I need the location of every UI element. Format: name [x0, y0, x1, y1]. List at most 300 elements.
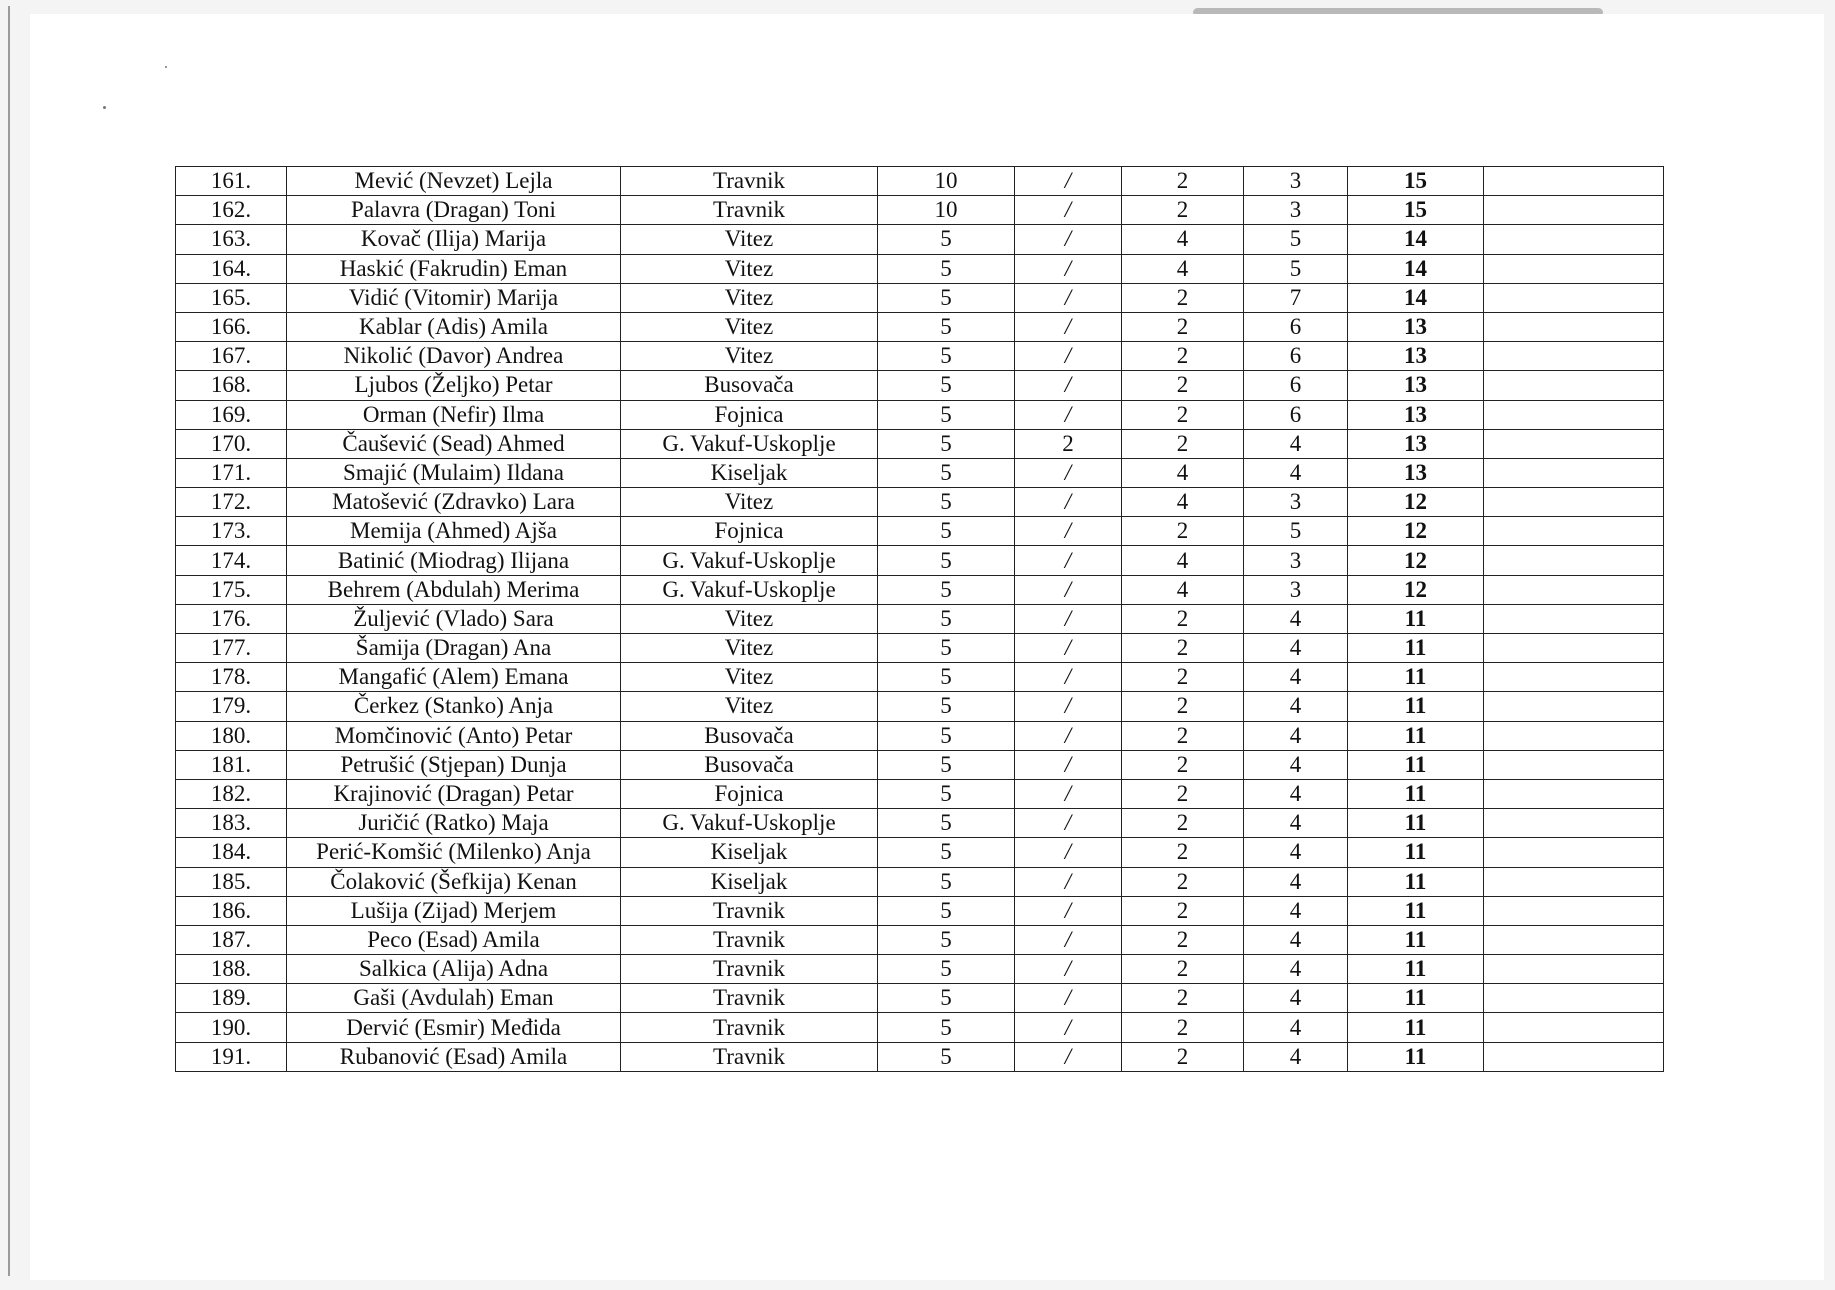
table-row: [176, 779, 1664, 808]
municipality-cell: G. Vakuf-Uskoplje: [621, 575, 878, 604]
student-name-cell: Juričić (Ratko) Maja: [287, 809, 621, 838]
total-score-cell: 11: [1348, 721, 1484, 750]
score-column-4-cell: 6: [1244, 400, 1348, 429]
total-score-cell: 11: [1348, 984, 1484, 1013]
score-column-2-cell: /: [1015, 604, 1122, 633]
student-name-cell: Čolaković (Šefkija) Kenan: [287, 867, 621, 896]
student-name-cell: Memija (Ahmed) Ajša: [287, 517, 621, 546]
row-number-cell: 191.: [176, 1042, 287, 1071]
municipality-cell: Kiseljak: [621, 838, 878, 867]
score-column-2-cell: /: [1015, 984, 1122, 1013]
student-name-cell: Salkica (Alija) Adna: [287, 955, 621, 984]
municipality-cell: Vitez: [621, 283, 878, 312]
row-number-cell: 188.: [176, 955, 287, 984]
municipality-cell: Travnik: [621, 167, 878, 196]
total-score-cell: 12: [1348, 575, 1484, 604]
total-score-cell: 15: [1348, 167, 1484, 196]
total-score-cell: 13: [1348, 312, 1484, 341]
student-name-cell: Čaušević (Sead) Ahmed: [287, 429, 621, 458]
score-column-1-cell: 5: [878, 809, 1015, 838]
score-column-1-cell: 5: [878, 750, 1015, 779]
table-row: [176, 429, 1664, 458]
score-column-2-cell: /: [1015, 867, 1122, 896]
row-number-cell: 174.: [176, 546, 287, 575]
note-cell: [1484, 488, 1664, 517]
total-score-cell: 11: [1348, 692, 1484, 721]
score-column-1-cell: 5: [878, 867, 1015, 896]
score-column-4-cell: 4: [1244, 955, 1348, 984]
score-column-3-cell: 2: [1122, 896, 1244, 925]
score-column-1-cell: 5: [878, 1042, 1015, 1071]
score-column-1-cell: 5: [878, 604, 1015, 633]
note-cell: [1484, 517, 1664, 546]
municipality-cell: G. Vakuf-Uskoplje: [621, 546, 878, 575]
municipality-cell: Travnik: [621, 196, 878, 225]
score-column-2-cell: 2: [1015, 429, 1122, 458]
row-number-cell: 189.: [176, 984, 287, 1013]
student-name-cell: Lušija (Zijad) Merjem: [287, 896, 621, 925]
municipality-cell: Busovača: [621, 721, 878, 750]
score-column-1-cell: 10: [878, 167, 1015, 196]
score-column-3-cell: 2: [1122, 429, 1244, 458]
score-column-4-cell: 4: [1244, 663, 1348, 692]
table-row: [176, 721, 1664, 750]
municipality-cell: Vitez: [621, 692, 878, 721]
table-row: [176, 546, 1664, 575]
student-name-cell: Rubanović (Esad) Amila: [287, 1042, 621, 1071]
score-column-4-cell: 4: [1244, 1013, 1348, 1042]
row-number-cell: 179.: [176, 692, 287, 721]
note-cell: [1484, 984, 1664, 1013]
municipality-cell: Vitez: [621, 634, 878, 663]
score-column-3-cell: 2: [1122, 283, 1244, 312]
note-cell: [1484, 225, 1664, 254]
score-column-3-cell: 2: [1122, 312, 1244, 341]
municipality-cell: Fojnica: [621, 517, 878, 546]
score-column-4-cell: 4: [1244, 721, 1348, 750]
municipality-cell: Vitez: [621, 312, 878, 341]
student-name-cell: Matošević (Zdravko) Lara: [287, 488, 621, 517]
score-column-2-cell: /: [1015, 167, 1122, 196]
row-number-cell: 161.: [176, 167, 287, 196]
table-row: [176, 663, 1664, 692]
total-score-cell: 11: [1348, 634, 1484, 663]
row-number-cell: 183.: [176, 809, 287, 838]
score-column-3-cell: 4: [1122, 575, 1244, 604]
note-cell: [1484, 838, 1664, 867]
score-column-4-cell: 5: [1244, 517, 1348, 546]
score-column-1-cell: 5: [878, 984, 1015, 1013]
score-column-4-cell: 4: [1244, 867, 1348, 896]
table-row: [176, 809, 1664, 838]
note-cell: [1484, 458, 1664, 487]
total-score-cell: 12: [1348, 546, 1484, 575]
note-cell: [1484, 867, 1664, 896]
score-column-3-cell: 2: [1122, 167, 1244, 196]
student-name-cell: Nikolić (Davor) Andrea: [287, 342, 621, 371]
note-cell: [1484, 604, 1664, 633]
score-column-3-cell: 4: [1122, 546, 1244, 575]
score-column-2-cell: /: [1015, 809, 1122, 838]
student-name-cell: Vidić (Vitomir) Marija: [287, 283, 621, 312]
municipality-cell: Vitez: [621, 488, 878, 517]
student-name-cell: Krajinović (Dragan) Petar: [287, 779, 621, 808]
municipality-cell: Kiseljak: [621, 458, 878, 487]
total-score-cell: 11: [1348, 1042, 1484, 1071]
score-column-4-cell: 4: [1244, 779, 1348, 808]
table-row: [176, 254, 1664, 283]
municipality-cell: Kiseljak: [621, 867, 878, 896]
score-column-1-cell: 5: [878, 254, 1015, 283]
note-cell: [1484, 955, 1664, 984]
row-number-cell: 162.: [176, 196, 287, 225]
municipality-cell: Travnik: [621, 955, 878, 984]
score-column-3-cell: 2: [1122, 809, 1244, 838]
table-row: [176, 867, 1664, 896]
score-column-4-cell: 3: [1244, 575, 1348, 604]
score-column-4-cell: 4: [1244, 896, 1348, 925]
score-column-3-cell: 2: [1122, 925, 1244, 954]
student-name-cell: Smajić (Mulaim) Ildana: [287, 458, 621, 487]
note-cell: [1484, 721, 1664, 750]
student-name-cell: Kablar (Adis) Amila: [287, 312, 621, 341]
score-column-1-cell: 5: [878, 458, 1015, 487]
score-column-2-cell: /: [1015, 1013, 1122, 1042]
score-column-2-cell: /: [1015, 225, 1122, 254]
municipality-cell: Travnik: [621, 925, 878, 954]
total-score-cell: 13: [1348, 429, 1484, 458]
score-column-3-cell: 4: [1122, 458, 1244, 487]
score-column-3-cell: 2: [1122, 955, 1244, 984]
row-number-cell: 170.: [176, 429, 287, 458]
score-column-3-cell: 2: [1122, 721, 1244, 750]
row-number-cell: 173.: [176, 517, 287, 546]
total-score-cell: 11: [1348, 867, 1484, 896]
score-column-2-cell: /: [1015, 750, 1122, 779]
table-row: [176, 984, 1664, 1013]
score-column-2-cell: /: [1015, 254, 1122, 283]
student-name-cell: Mević (Nevzet) Lejla: [287, 167, 621, 196]
score-column-2-cell: /: [1015, 371, 1122, 400]
score-column-4-cell: 4: [1244, 1042, 1348, 1071]
student-name-cell: Žuljević (Vlado) Sara: [287, 604, 621, 633]
note-cell: [1484, 750, 1664, 779]
note-cell: [1484, 312, 1664, 341]
municipality-cell: Fojnica: [621, 779, 878, 808]
table-row: [176, 1013, 1664, 1042]
municipality-cell: G. Vakuf-Uskoplje: [621, 809, 878, 838]
municipality-cell: G. Vakuf-Uskoplje: [621, 429, 878, 458]
score-column-3-cell: 4: [1122, 488, 1244, 517]
municipality-cell: Vitez: [621, 342, 878, 371]
score-column-2-cell: /: [1015, 779, 1122, 808]
total-score-cell: 14: [1348, 225, 1484, 254]
score-column-3-cell: 2: [1122, 634, 1244, 663]
row-number-cell: 175.: [176, 575, 287, 604]
score-column-2-cell: /: [1015, 838, 1122, 867]
score-column-4-cell: 3: [1244, 488, 1348, 517]
row-number-cell: 186.: [176, 896, 287, 925]
student-name-cell: Perić-Komšić (Milenko) Anja: [287, 838, 621, 867]
note-cell: [1484, 575, 1664, 604]
municipality-cell: Vitez: [621, 225, 878, 254]
total-score-cell: 11: [1348, 663, 1484, 692]
note-cell: [1484, 429, 1664, 458]
table-row: [176, 750, 1664, 779]
score-column-1-cell: 5: [878, 429, 1015, 458]
score-column-2-cell: /: [1015, 312, 1122, 341]
student-name-cell: Dervić (Esmir) Međida: [287, 1013, 621, 1042]
total-score-cell: 13: [1348, 400, 1484, 429]
student-name-cell: Behrem (Abdulah) Merima: [287, 575, 621, 604]
table-row: [176, 838, 1664, 867]
table-row: [176, 458, 1664, 487]
score-column-3-cell: 2: [1122, 750, 1244, 779]
page-edge-line: [8, 6, 10, 1276]
table-row: [176, 604, 1664, 633]
municipality-cell: Vitez: [621, 604, 878, 633]
score-column-3-cell: 2: [1122, 1013, 1244, 1042]
municipality-cell: Fojnica: [621, 400, 878, 429]
student-name-cell: Ljubos (Željko) Petar: [287, 371, 621, 400]
total-score-cell: 11: [1348, 750, 1484, 779]
municipality-cell: Busovača: [621, 750, 878, 779]
note-cell: [1484, 167, 1664, 196]
score-column-1-cell: 5: [878, 896, 1015, 925]
score-column-4-cell: 5: [1244, 254, 1348, 283]
score-column-3-cell: 2: [1122, 867, 1244, 896]
row-number-cell: 166.: [176, 312, 287, 341]
note-cell: [1484, 692, 1664, 721]
score-column-2-cell: /: [1015, 692, 1122, 721]
student-name-cell: Batinić (Miodrag) Ilijana: [287, 546, 621, 575]
score-column-4-cell: 3: [1244, 546, 1348, 575]
score-column-2-cell: /: [1015, 634, 1122, 663]
municipality-cell: Vitez: [621, 254, 878, 283]
score-column-2-cell: /: [1015, 721, 1122, 750]
note-cell: [1484, 400, 1664, 429]
table-row: [176, 575, 1664, 604]
score-column-3-cell: 2: [1122, 342, 1244, 371]
note-cell: [1484, 1013, 1664, 1042]
score-column-1-cell: 5: [878, 225, 1015, 254]
score-column-1-cell: 5: [878, 575, 1015, 604]
table-row: [176, 400, 1664, 429]
student-name-cell: Haskić (Fakrudin) Eman: [287, 254, 621, 283]
note-cell: [1484, 283, 1664, 312]
municipality-cell: Travnik: [621, 1042, 878, 1071]
score-column-1-cell: 5: [878, 721, 1015, 750]
row-number-cell: 190.: [176, 1013, 287, 1042]
row-number-cell: 164.: [176, 254, 287, 283]
note-cell: [1484, 925, 1664, 954]
score-column-1-cell: 5: [878, 925, 1015, 954]
score-column-2-cell: /: [1015, 342, 1122, 371]
table-row: [176, 283, 1664, 312]
total-score-cell: 11: [1348, 896, 1484, 925]
student-name-cell: Peco (Esad) Amila: [287, 925, 621, 954]
score-column-2-cell: /: [1015, 925, 1122, 954]
score-column-1-cell: 5: [878, 371, 1015, 400]
total-score-cell: 11: [1348, 809, 1484, 838]
table-row: [176, 488, 1664, 517]
score-column-3-cell: 2: [1122, 984, 1244, 1013]
score-column-1-cell: 5: [878, 517, 1015, 546]
score-column-2-cell: /: [1015, 575, 1122, 604]
municipality-cell: Vitez: [621, 663, 878, 692]
student-name-cell: Momčinović (Anto) Petar: [287, 721, 621, 750]
table-row: [176, 371, 1664, 400]
score-column-2-cell: /: [1015, 283, 1122, 312]
score-column-1-cell: 5: [878, 634, 1015, 663]
score-column-2-cell: /: [1015, 517, 1122, 546]
note-cell: [1484, 779, 1664, 808]
row-number-cell: 184.: [176, 838, 287, 867]
row-number-cell: 167.: [176, 342, 287, 371]
total-score-cell: 11: [1348, 779, 1484, 808]
score-column-3-cell: 2: [1122, 517, 1244, 546]
score-column-4-cell: 6: [1244, 312, 1348, 341]
municipality-cell: Travnik: [621, 984, 878, 1013]
score-column-1-cell: 5: [878, 283, 1015, 312]
score-column-2-cell: /: [1015, 546, 1122, 575]
row-number-cell: 182.: [176, 779, 287, 808]
score-column-4-cell: 3: [1244, 196, 1348, 225]
row-number-cell: 180.: [176, 721, 287, 750]
score-column-1-cell: 5: [878, 546, 1015, 575]
table-row: [176, 196, 1664, 225]
score-column-3-cell: 2: [1122, 1042, 1244, 1071]
results-table: [175, 166, 1664, 1072]
row-number-cell: 185.: [176, 867, 287, 896]
score-column-3-cell: 2: [1122, 663, 1244, 692]
score-column-1-cell: 10: [878, 196, 1015, 225]
table-row: [176, 342, 1664, 371]
total-score-cell: 11: [1348, 838, 1484, 867]
score-column-4-cell: 4: [1244, 458, 1348, 487]
table-row: [176, 955, 1664, 984]
score-column-3-cell: 4: [1122, 254, 1244, 283]
score-column-1-cell: 5: [878, 779, 1015, 808]
student-name-cell: Petrušić (Stjepan) Dunja: [287, 750, 621, 779]
score-column-1-cell: 5: [878, 488, 1015, 517]
note-cell: [1484, 254, 1664, 283]
score-column-3-cell: 2: [1122, 196, 1244, 225]
total-score-cell: 14: [1348, 283, 1484, 312]
score-column-4-cell: 5: [1244, 225, 1348, 254]
table-row: [176, 692, 1664, 721]
table-row: [176, 225, 1664, 254]
score-column-3-cell: 2: [1122, 400, 1244, 429]
score-column-3-cell: 2: [1122, 604, 1244, 633]
row-number-cell: 172.: [176, 488, 287, 517]
score-column-4-cell: 4: [1244, 809, 1348, 838]
municipality-cell: Busovača: [621, 371, 878, 400]
total-score-cell: 11: [1348, 604, 1484, 633]
student-name-cell: Orman (Nefir) Ilma: [287, 400, 621, 429]
score-column-2-cell: /: [1015, 488, 1122, 517]
note-cell: [1484, 371, 1664, 400]
row-number-cell: 168.: [176, 371, 287, 400]
score-column-4-cell: 6: [1244, 371, 1348, 400]
row-number-cell: 176.: [176, 604, 287, 633]
row-number-cell: 165.: [176, 283, 287, 312]
score-column-4-cell: 3: [1244, 167, 1348, 196]
score-column-1-cell: 5: [878, 663, 1015, 692]
note-cell: [1484, 342, 1664, 371]
total-score-cell: 13: [1348, 342, 1484, 371]
score-column-4-cell: 4: [1244, 925, 1348, 954]
table-row: [176, 634, 1664, 663]
score-column-4-cell: 4: [1244, 634, 1348, 663]
score-column-4-cell: 4: [1244, 692, 1348, 721]
score-column-1-cell: 5: [878, 838, 1015, 867]
score-column-3-cell: 2: [1122, 838, 1244, 867]
scan-speck: [165, 66, 167, 68]
score-column-2-cell: /: [1015, 1042, 1122, 1071]
student-name-cell: Palavra (Dragan) Toni: [287, 196, 621, 225]
table-row: [176, 896, 1664, 925]
score-column-2-cell: /: [1015, 896, 1122, 925]
score-column-4-cell: 6: [1244, 342, 1348, 371]
total-score-cell: 12: [1348, 517, 1484, 546]
score-column-1-cell: 5: [878, 312, 1015, 341]
score-column-1-cell: 5: [878, 400, 1015, 429]
score-column-3-cell: 2: [1122, 371, 1244, 400]
note-cell: [1484, 196, 1664, 225]
score-column-1-cell: 5: [878, 955, 1015, 984]
score-column-4-cell: 4: [1244, 429, 1348, 458]
total-score-cell: 11: [1348, 925, 1484, 954]
score-column-2-cell: /: [1015, 663, 1122, 692]
score-column-3-cell: 2: [1122, 779, 1244, 808]
score-column-4-cell: 7: [1244, 283, 1348, 312]
scan-speck: [103, 106, 106, 109]
note-cell: [1484, 809, 1664, 838]
table-row: [176, 312, 1664, 341]
total-score-cell: 13: [1348, 458, 1484, 487]
note-cell: [1484, 663, 1664, 692]
score-column-4-cell: 4: [1244, 984, 1348, 1013]
municipality-cell: Travnik: [621, 1013, 878, 1042]
total-score-cell: 11: [1348, 1013, 1484, 1042]
score-column-4-cell: 4: [1244, 750, 1348, 779]
row-number-cell: 171.: [176, 458, 287, 487]
student-name-cell: Mangafić (Alem) Emana: [287, 663, 621, 692]
student-name-cell: Gaši (Avdulah) Eman: [287, 984, 621, 1013]
total-score-cell: 12: [1348, 488, 1484, 517]
score-column-1-cell: 5: [878, 692, 1015, 721]
row-number-cell: 177.: [176, 634, 287, 663]
note-cell: [1484, 546, 1664, 575]
results-table-body: [176, 167, 1664, 1072]
score-column-4-cell: 4: [1244, 838, 1348, 867]
table-row: [176, 925, 1664, 954]
student-name-cell: Kovač (Ilija) Marija: [287, 225, 621, 254]
student-name-cell: Čerkez (Stanko) Anja: [287, 692, 621, 721]
row-number-cell: 181.: [176, 750, 287, 779]
row-number-cell: 187.: [176, 925, 287, 954]
total-score-cell: 13: [1348, 371, 1484, 400]
score-column-2-cell: /: [1015, 196, 1122, 225]
row-number-cell: 163.: [176, 225, 287, 254]
total-score-cell: 14: [1348, 254, 1484, 283]
note-cell: [1484, 896, 1664, 925]
total-score-cell: 11: [1348, 955, 1484, 984]
note-cell: [1484, 1042, 1664, 1071]
table-row: [176, 517, 1664, 546]
score-column-3-cell: 2: [1122, 692, 1244, 721]
